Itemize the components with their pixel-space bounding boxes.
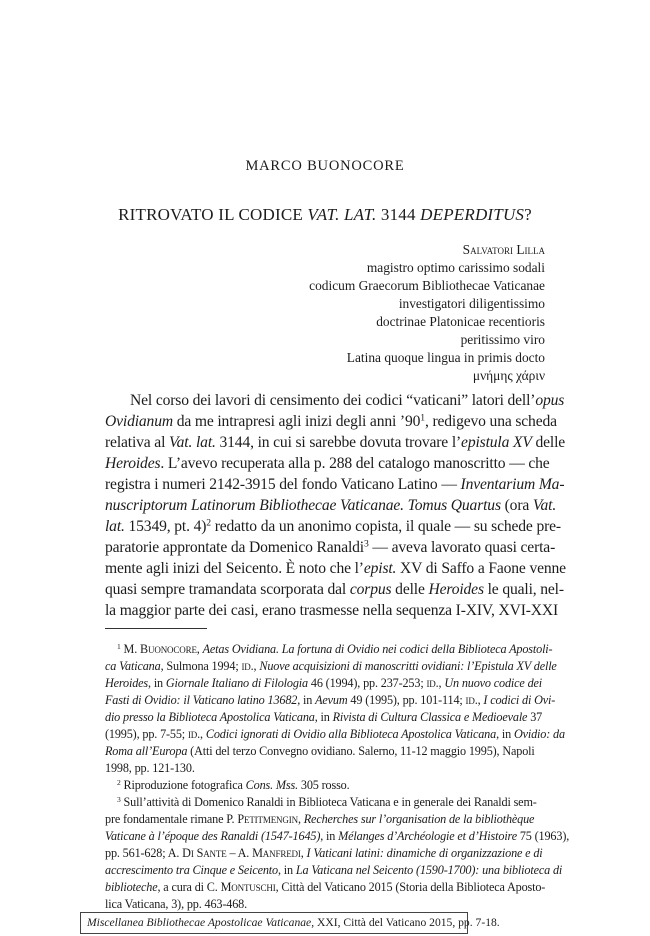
text-span: Vaticane à l’époque des Ranaldi (1547-1645) xyxy=(105,829,321,843)
text-span: , xyxy=(438,676,445,690)
footnote-line xyxy=(105,880,545,895)
text-span: epistula XV xyxy=(461,434,532,451)
footnote-number: 2 xyxy=(117,777,121,787)
text-span: , a cura di C. xyxy=(157,880,221,894)
text-span: Riproduzione fotografica xyxy=(120,778,246,792)
footnote-line xyxy=(105,727,565,742)
text-span: relativa al xyxy=(105,434,170,451)
dedication-line: Latina quoque lingua in primis docto xyxy=(346,350,545,365)
text-span: Rivista di Cultura Classica e Medioevale xyxy=(332,710,528,724)
text-span: Ovidio: da xyxy=(513,727,565,741)
footnote-line xyxy=(105,744,535,759)
footnote-ref[interactable]: 2 xyxy=(206,517,211,529)
text-span: , in xyxy=(314,710,333,724)
text-span: Un nuovo codice dei xyxy=(444,676,543,690)
text-span: Manfredi xyxy=(252,846,301,860)
footnote-line xyxy=(117,795,537,810)
text-span: (1995), pp. 7-55; xyxy=(105,727,188,741)
text-span: Fasti di Ovidio: il Vaticano latino 13682 xyxy=(105,693,298,707)
text-span: 305 rosso. xyxy=(298,778,350,792)
text-span: id. xyxy=(187,727,201,741)
text-span: La Vaticana nel Seicento (1590-1700): una biblioteca di xyxy=(295,863,563,877)
text-span: delle xyxy=(531,434,566,451)
text-span: delle xyxy=(391,581,429,598)
title-text: VAT. LAT. xyxy=(307,205,377,224)
text-span: biblioteche xyxy=(105,880,158,894)
text-span: . L’avevo recuperata alla p. 288 del catalogo manoscritto — che xyxy=(160,455,550,472)
text-span: , in xyxy=(320,829,339,843)
text-span: id. xyxy=(465,693,478,707)
text-span: Di Sante xyxy=(182,846,227,860)
text-span: redatto da un anonimo copista, il quale — su schede pre- xyxy=(210,518,561,535)
text-span: , in xyxy=(496,727,514,741)
text-span: paratorie approntate da Domenico Ranaldi xyxy=(105,539,364,556)
text-span: , xyxy=(196,642,203,656)
text-span: Giornale Italiano di Filologia xyxy=(165,676,308,690)
text-span: , Città del Vaticano 2015 (Storia della Biblioteca Aposto- xyxy=(275,880,546,894)
article-title xyxy=(0,205,650,225)
text-span: 49 (1995), pp. 101-114; xyxy=(347,693,466,707)
text-span: pp. 561-628; A. xyxy=(105,846,183,860)
text-span: 37 xyxy=(527,710,543,724)
body-line xyxy=(130,392,564,410)
title-text: ? xyxy=(524,205,532,224)
text-span: Vat. xyxy=(532,497,557,514)
text-span: mente agli inizi del Seicento. È noto che l’ xyxy=(105,560,364,577)
text-span: , in xyxy=(297,693,316,707)
text-span: Recherches sur l’organisation de la bibliothèque xyxy=(303,812,535,826)
body-line xyxy=(105,539,555,557)
footnote-line xyxy=(105,710,542,725)
text-span: I codici di Ovi- xyxy=(483,693,556,707)
footnote-ref[interactable]: 1 xyxy=(420,412,425,424)
dedication-line: codicum Graecorum Bibliothecae Vaticanae xyxy=(309,278,545,293)
text-span: , in xyxy=(148,676,166,690)
footnote-line xyxy=(105,659,557,674)
author-name: MARCO BUONOCORE xyxy=(245,158,405,174)
text-span: Ovidianum xyxy=(105,413,173,430)
source-citation-box xyxy=(80,912,500,934)
title-text: RITROVATO IL CODICE xyxy=(118,205,308,224)
text-span: (ora xyxy=(500,497,533,514)
footnote-line xyxy=(117,778,350,793)
text-span: – A. xyxy=(226,846,253,860)
text-span: , in xyxy=(278,863,296,877)
footnote-line xyxy=(105,846,543,861)
text-span: , xyxy=(297,812,304,826)
footnote-line: lica Vaticana, 3), pp. 463-468. xyxy=(105,897,248,911)
body-line xyxy=(105,497,556,515)
body-line xyxy=(105,455,550,473)
footnote-line xyxy=(105,693,555,708)
text-span: opus xyxy=(535,392,565,409)
text-span: , xyxy=(200,727,206,741)
text-span: 3144, in cui si sarebbe dovuta trovare l’ xyxy=(215,434,462,451)
text-span: nuscriptorum Latinorum Bibliothecae Vaticanae. Tomus Quartus xyxy=(105,497,501,514)
text-span: XV di Saffo a Faone venne xyxy=(396,560,566,577)
title-text: 3144 xyxy=(376,205,421,224)
dedication-line: investigatori diligentissimo xyxy=(398,296,545,311)
footnote-number: 1 xyxy=(117,641,121,651)
text-span: , xyxy=(253,659,260,673)
text-span: 46 (1994), pp. 237-253; xyxy=(308,676,427,690)
footnote-line xyxy=(105,863,562,878)
text-span: Aetas Ovidiana. La fortuna di Ovidio nei codici della Biblioteca Apostoli- xyxy=(202,642,553,656)
footnote-line: 1998, pp. 121-130. xyxy=(105,761,195,775)
text-span: Buonocore xyxy=(140,642,197,656)
text-span: id. xyxy=(241,659,254,673)
text-span: dio presso la Biblioteca Apostolica Vaticana xyxy=(105,710,315,724)
text-span: lat. xyxy=(105,518,125,535)
footnote-ref[interactable]: 3 xyxy=(364,538,369,550)
body-line xyxy=(105,518,561,536)
text-span: Heroides xyxy=(428,581,484,598)
text-span: Cons. Mss. xyxy=(245,778,299,792)
body-line xyxy=(105,476,564,494)
text-span: I Vaticani latini: dinamiche di organizzazione e di xyxy=(306,846,543,860)
text-span: Mélanges d’Archéologie et d’Histoire xyxy=(338,829,517,843)
text-span: Roma all’Europa xyxy=(105,744,188,758)
footnote-divider xyxy=(105,628,207,629)
text-span: Heroides xyxy=(105,455,161,472)
text-span: , Sulmona 1994; xyxy=(160,659,242,673)
dedication-line: peritissimo viro xyxy=(460,332,545,347)
dedication-line: Salvatori Lilla xyxy=(462,242,545,257)
text-span: Heroides xyxy=(105,676,149,690)
text-span: Nuove acquisizioni di manoscritti ovidiani: l’Epistula XV delle xyxy=(259,659,557,673)
text-span: registra i numeri 2142-3915 del fondo Vaticano Latino — xyxy=(105,476,461,493)
footnote-line xyxy=(105,676,542,691)
text-span: (Atti del terzo Convegno ovidiano. Salerno, 11-12 maggio 1995), Napoli xyxy=(187,744,535,758)
text-span: 15349, pt. 4) xyxy=(124,518,207,535)
text-span: epist. xyxy=(363,560,397,577)
footnote-line xyxy=(117,642,552,657)
dedication-line: magistro optimo carissimo sodali xyxy=(366,260,545,275)
text-span: pre fondamentale rimane P. xyxy=(105,812,238,826)
text-span: Vat. lat. xyxy=(169,434,216,451)
text-span: Codici ignorati di Ovidio alla Biblioteca Apostolica Vaticana xyxy=(205,727,497,741)
text-span: 75 (1963), xyxy=(516,829,570,843)
text-span: , xyxy=(477,693,484,707)
dedication-line: μνήμης χάριν xyxy=(472,368,545,383)
footnote-number: 3 xyxy=(117,794,121,804)
footnote-line xyxy=(105,829,569,844)
text-span: Montuschi xyxy=(220,880,276,894)
title-text: DEPERDITUS xyxy=(420,205,525,224)
text-span: M. xyxy=(120,642,141,656)
body-line xyxy=(105,581,564,599)
text-span: accrescimento tra Cinque e Seicento xyxy=(105,863,278,877)
text-span: le quali, nel- xyxy=(483,581,564,598)
body-line xyxy=(105,560,566,578)
text-span: da me intrapresi agli inizi degli anni ’90 xyxy=(172,413,421,430)
text-span: , xyxy=(300,846,307,860)
text-span: Aevum xyxy=(315,693,348,707)
text-span: ca Vaticana xyxy=(105,659,161,673)
text-span: , redigevo una scheda xyxy=(424,413,557,430)
text-span: Inventarium Ma- xyxy=(460,476,565,493)
text-span: , XXI, Città del Vaticano 2015, pp. 7-18. xyxy=(311,916,500,929)
text-span: quasi sempre tramandata scorporata dal xyxy=(105,581,350,598)
text-span: — aveva lavorato quasi certa- xyxy=(368,539,556,556)
text-span: Miscellanea Bibliothecae Apostolicae Vaticanae xyxy=(87,916,312,929)
text-span: corpus xyxy=(349,581,392,598)
dedication-line: doctrinae Platonicae recentioris xyxy=(376,314,545,329)
body-line xyxy=(105,413,557,431)
footnote-line xyxy=(105,812,534,827)
body-line xyxy=(105,434,565,452)
body-line: la maggior parte dei casi, erano trasmesse nella sequenza I-XIV, XVI-XXI xyxy=(105,602,559,619)
text-span: Petitmengin xyxy=(237,812,298,826)
text-span: id. xyxy=(426,676,439,690)
text-span: Nel corso dei lavori di censimento dei codici “vaticani” latori dell’ xyxy=(130,392,536,409)
text-span: Sull’attività di Domenico Ranaldi in Biblioteca Vaticana e in generale dei Ranaldi sem- xyxy=(120,795,537,809)
